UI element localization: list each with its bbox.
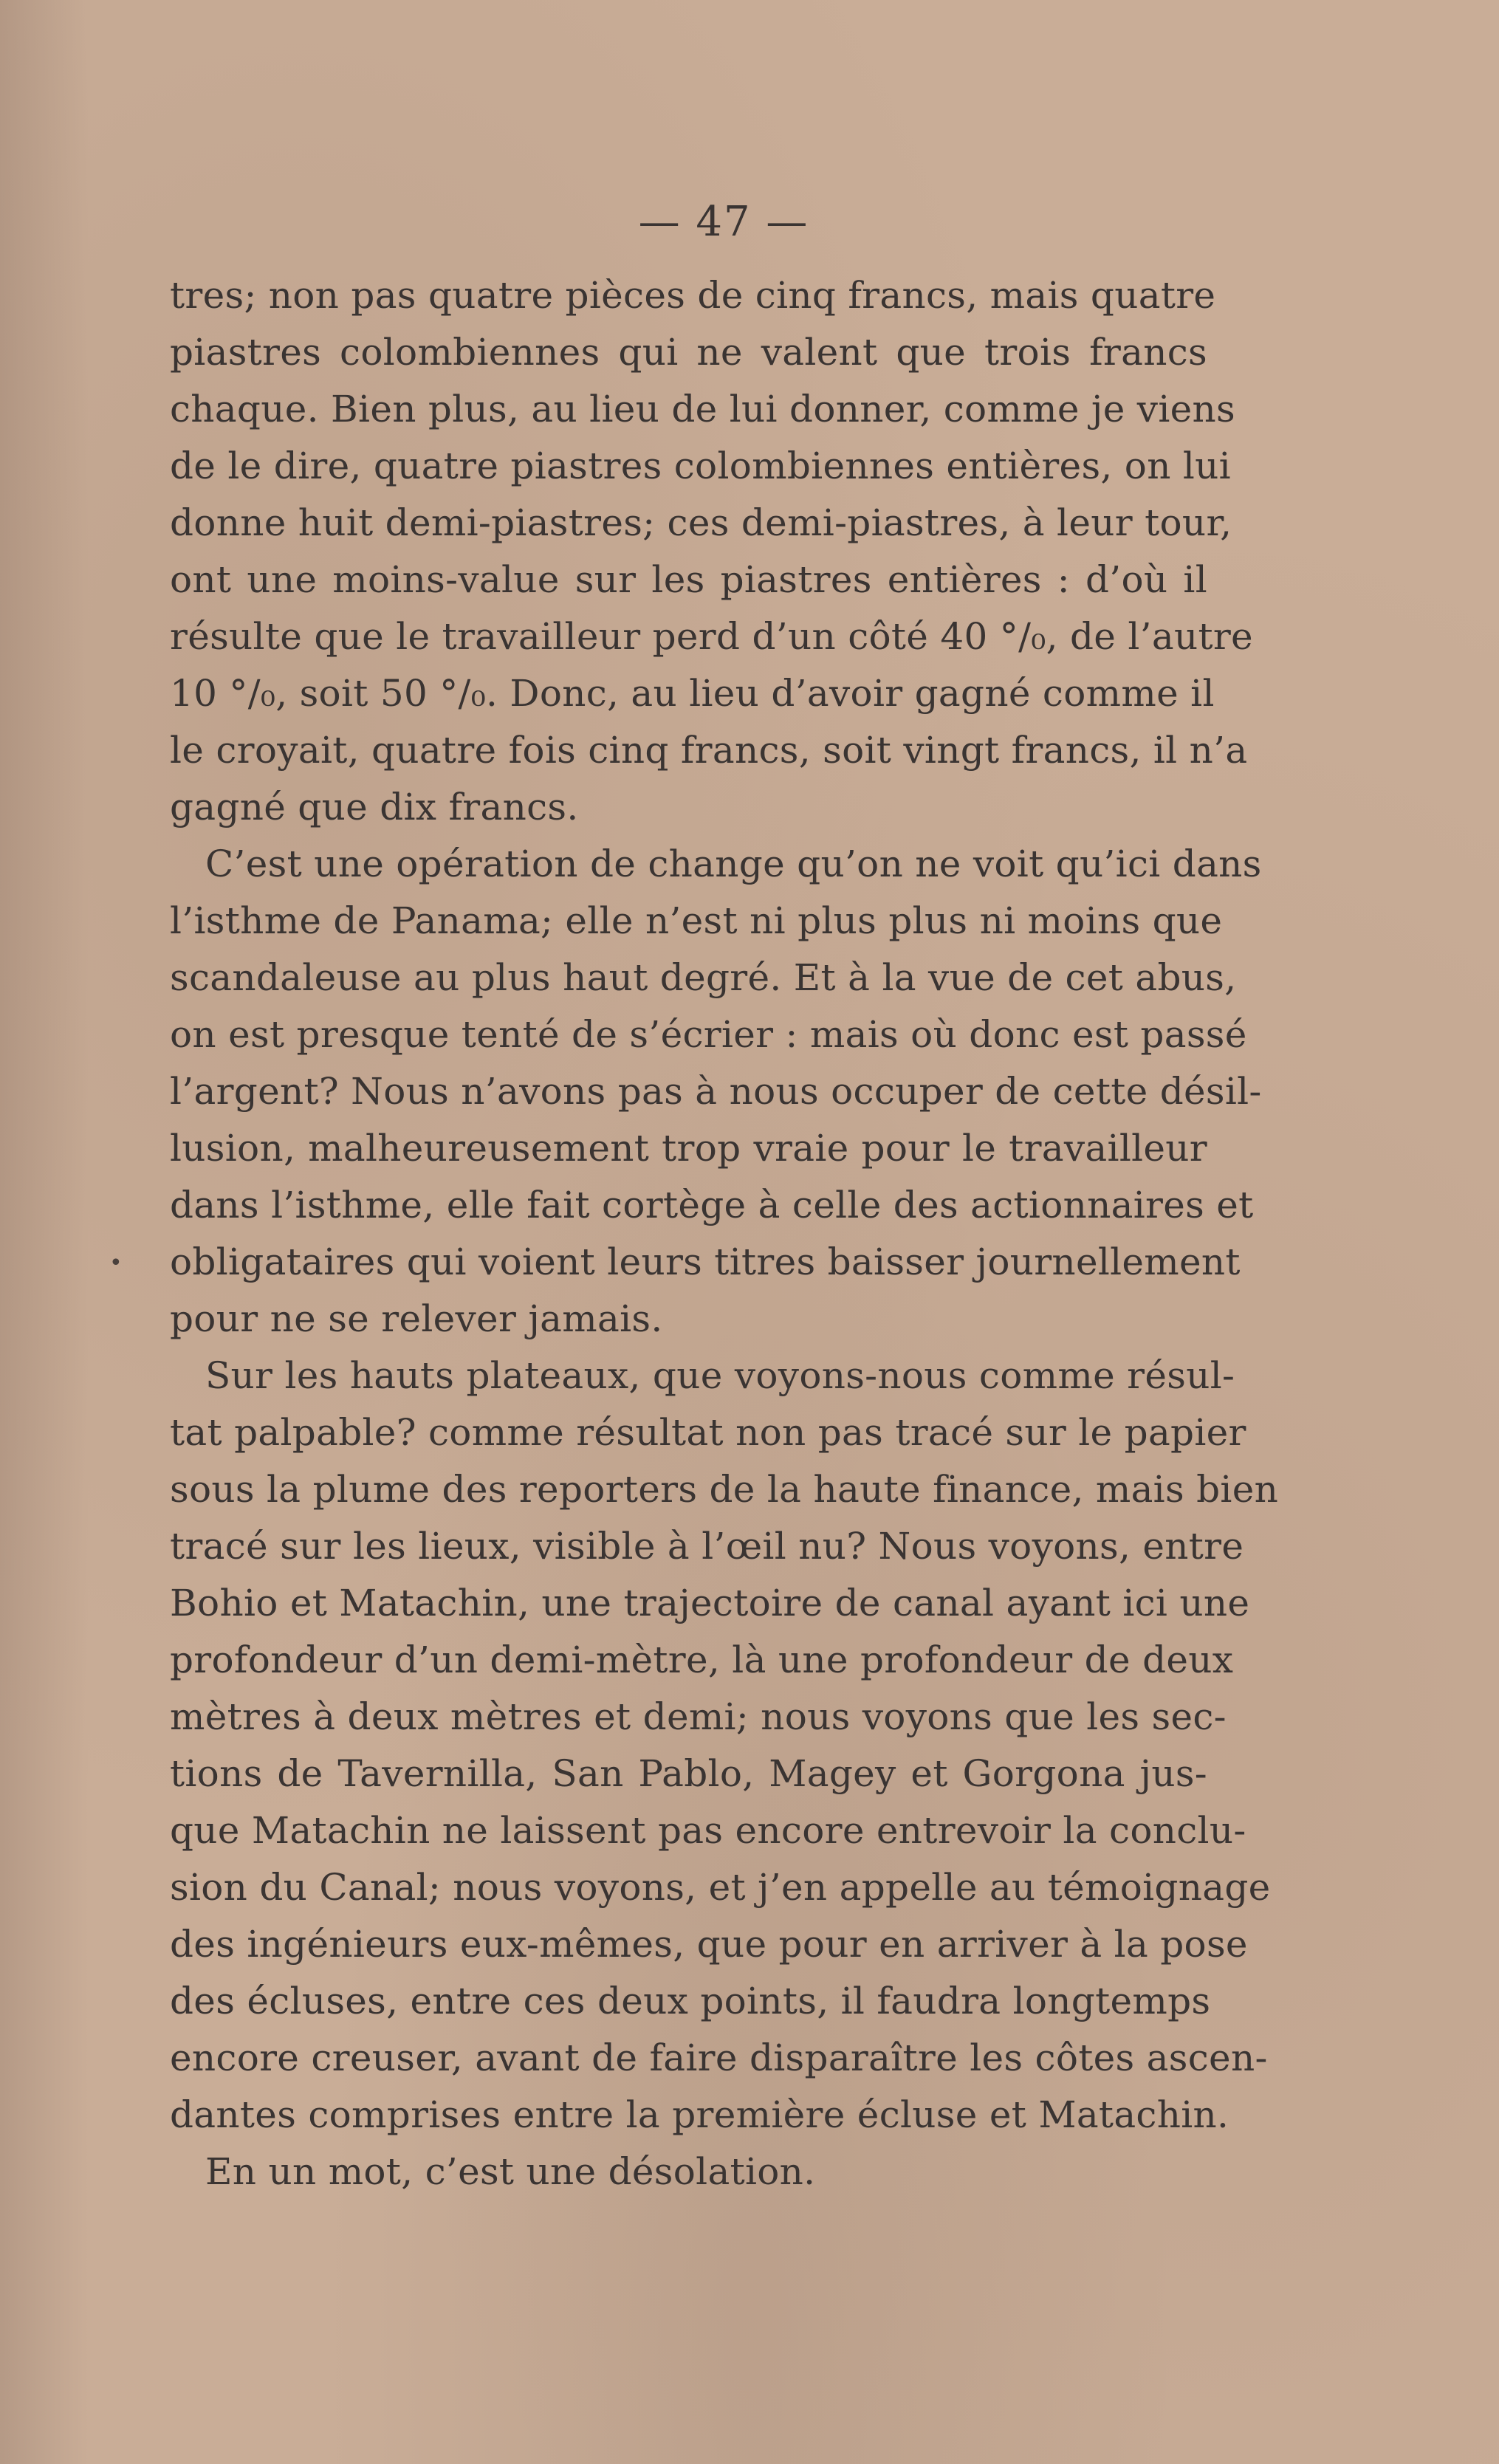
body-text	[170, 267, 1279, 2200]
text-line: on est presque tenté de s’écrier : mais où donc est passé	[170, 1013, 1247, 1056]
text-line: 10 °/₀, soit 50 °/₀. Donc, au lieu d’avoir gagné comme il	[170, 672, 1215, 715]
text-line: sous la plume des reporters de la haute finance, mais bien	[170, 1468, 1279, 1511]
page-edge-shadow	[0, 0, 89, 2464]
text-line: l’isthme de Panama; elle n’est ni plus plus ni moins que	[170, 899, 1223, 942]
text-line: sion du Canal; nous voyons, et j’en appelle au témoignage	[170, 1866, 1271, 1909]
text-line: résulte que le travailleur perd d’un côté 40 °/₀, de l’autre	[170, 615, 1253, 658]
text-line: dans l’isthme, elle fait cortège à celle des actionnaires et	[170, 1184, 1254, 1226]
text-line: scandaleuse au plus haut degré. Et à la vue de cet abus,	[170, 956, 1237, 999]
text-line: tracé sur les lieux, visible à l’œil nu? Nous voyons, entre	[170, 1525, 1244, 1568]
paragraph-start: Sur les hauts plateaux, que voyons-nous comme résul-	[205, 1354, 1235, 1397]
text-line: donne huit demi-piastres; ces demi-piastres, à leur tour,	[170, 501, 1232, 544]
text-line: lusion, malheureusement trop vraie pour le travailleur	[170, 1127, 1207, 1170]
text-line: des ingénieurs eux-mêmes, que pour en arriver à la pose	[170, 1923, 1248, 1966]
text-line: piastres colombiennes qui ne valent que trois francs	[170, 331, 1207, 374]
text-line: des écluses, entre ces deux points, il faudra longtemps	[170, 1980, 1211, 2022]
text-line: de le dire, quatre piastres colombiennes entières, on lui	[170, 445, 1231, 487]
text-line: mètres à deux mètres et demi; nous voyons que les sec-	[170, 1695, 1227, 1738]
text-line: l’argent? Nous n’avons pas à nous occuper de cette désil-	[170, 1070, 1262, 1113]
text-line: ont une moins-value sur les piastres entières : d’où il	[170, 558, 1207, 601]
text-line: encore creuser, avant de faire disparaître les côtes ascen-	[170, 2036, 1268, 2079]
text-line: le croyait, quatre fois cinq francs, soit vingt francs, il n’a	[170, 729, 1248, 772]
text-line: pour ne se relever jamais.	[170, 1297, 663, 1340]
text-line: que Matachin ne laissent pas encore entrevoir la conclu-	[170, 1809, 1246, 1852]
text-line: tions de Tavernilla, San Pablo, Magey et Gorgona jus-	[170, 1752, 1207, 1795]
page-number: — 47 —	[638, 198, 809, 246]
paragraph-start: En un mot, c’est une désolation.	[205, 2150, 816, 2193]
text-line: gagné que dix francs.	[170, 786, 579, 828]
text-line: obligataires qui voient leurs titres baisser journellement	[170, 1240, 1241, 1283]
paragraph-start: C’est une opération de change qu’on ne voit qu’ici dans	[205, 843, 1262, 885]
text-line: chaque. Bien plus, au lieu de lui donner, comme je viens	[170, 388, 1235, 430]
text-line: tat palpable? comme résultat non pas tracé sur le papier	[170, 1411, 1246, 1454]
text-line: Bohio et Matachin, une trajectoire de canal ayant ici une	[170, 1582, 1250, 1624]
text-line: tres; non pas quatre pièces de cinq francs, mais quatre	[170, 274, 1216, 317]
margin-mark-icon: •	[109, 1250, 123, 1276]
text-line: profondeur d’un demi-mètre, là une profondeur de deux	[170, 1638, 1234, 1681]
text-line: dantes comprises entre la première écluse et Matachin.	[170, 2093, 1229, 2136]
